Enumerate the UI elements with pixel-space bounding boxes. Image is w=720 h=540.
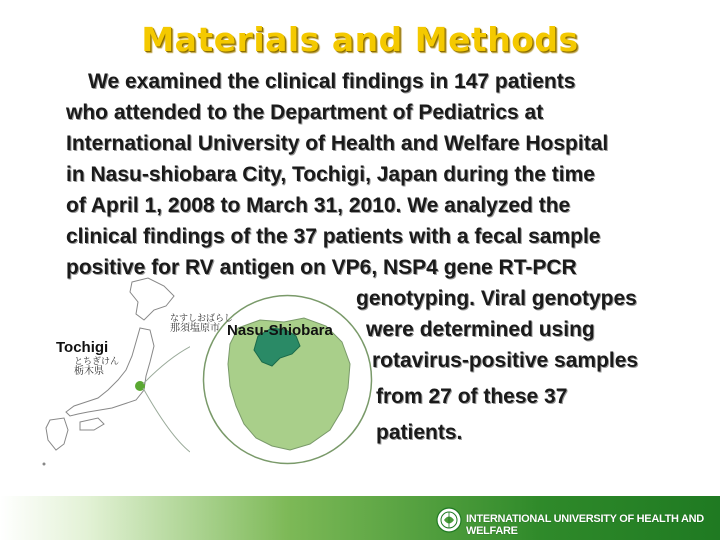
body-line-6: clinical findings of the 37 patients with a fecal sample xyxy=(66,225,601,248)
nasu-label-jp xyxy=(170,314,233,334)
tochigi-label: Tochigi xyxy=(56,339,109,356)
body-line-7: positive for RV antigen on VP6, NSP4 gene RT-PCR xyxy=(66,256,577,279)
okinawa-island xyxy=(43,463,46,466)
connector-line-2 xyxy=(143,388,190,452)
nasu-label-kanji: 那須塩原市 xyxy=(170,323,220,334)
body-line-10: rotavirus-positive samples xyxy=(372,349,639,372)
tochigi-label-kana: とちぎけん xyxy=(74,357,120,367)
tochigi-label-kanji: 栃木県 xyxy=(74,366,104,377)
footer-institution-name: INTERNATIONAL UNIVERSITY OF HEALTH AND WELFARE xyxy=(466,513,704,537)
university-logo-icon xyxy=(436,507,462,533)
tochigi-label-jp xyxy=(74,358,119,376)
slide-title: Materials and Methods xyxy=(141,20,579,59)
body-line-12: patients. xyxy=(376,421,463,444)
body-line-1: We examined the clinical findings in 147 patients xyxy=(88,70,576,93)
body-line-5: of April 1, 2008 to March 31, 2010. We analyzed the xyxy=(66,194,571,217)
body-line-2: who attended to the Department of Pediatrics at xyxy=(66,101,544,124)
body-line-11: from 27 of these 37 xyxy=(376,385,568,408)
nasu-label-kana: なすしおばらし xyxy=(170,314,234,324)
nasu-shiobara-label: Nasu-Shiobara xyxy=(227,322,333,339)
hokkaido-shape xyxy=(130,278,174,320)
body-line-3: International University of Health and Welfare Hospital xyxy=(66,132,609,155)
body-line-9: were determined using xyxy=(366,318,595,341)
body-line-4: in Nasu-shiobara City, Tochigi, Japan during the time xyxy=(66,163,595,186)
body-line-8: genotyping. Viral genotypes xyxy=(356,287,637,310)
japan-map xyxy=(40,276,190,476)
kyushu-shape xyxy=(46,418,68,450)
shikoku-shape xyxy=(80,418,104,430)
